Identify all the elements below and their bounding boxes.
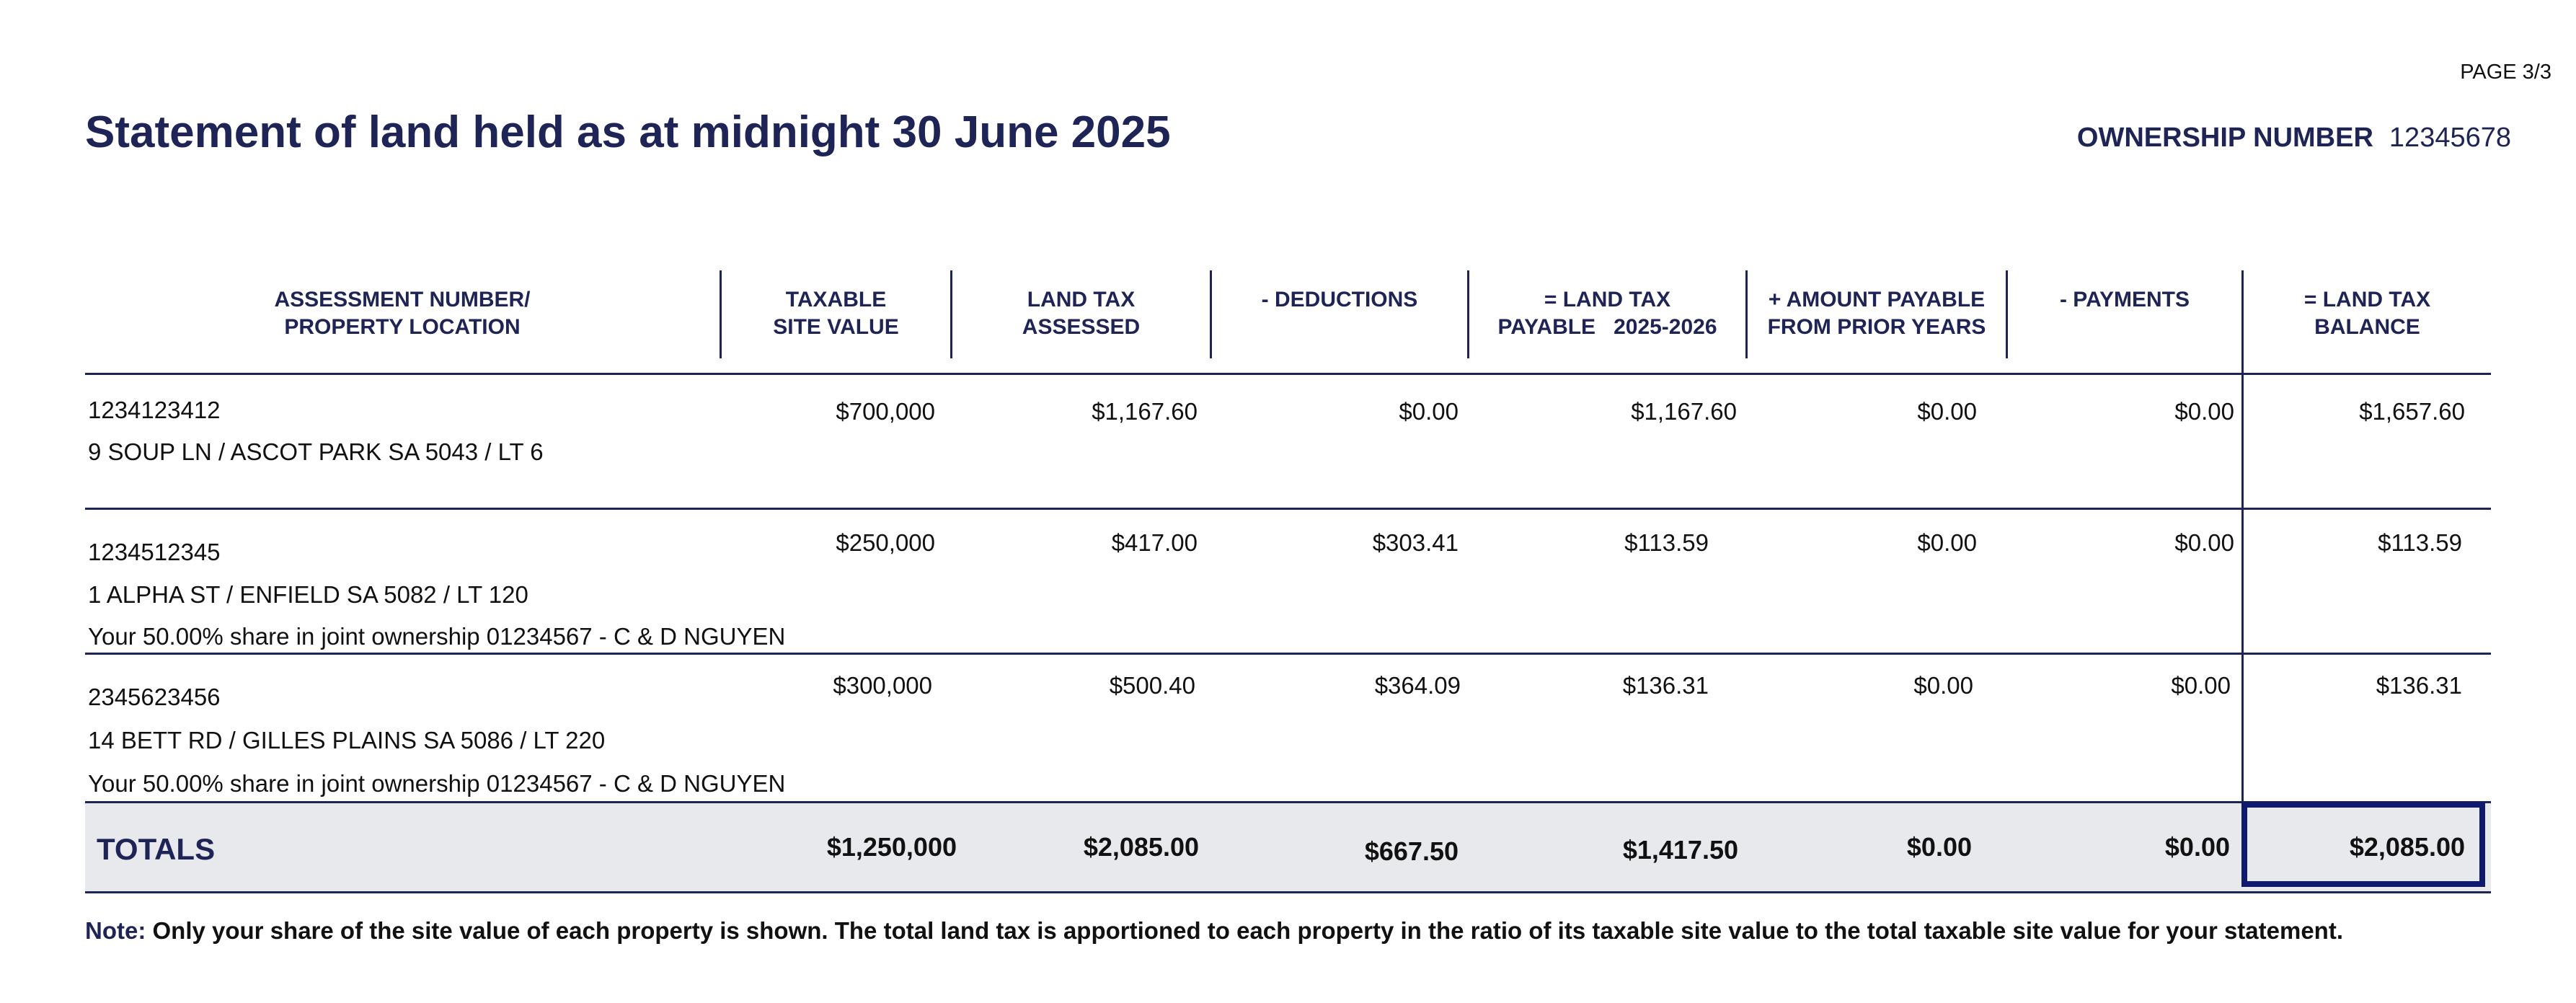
- note-text: Only your share of the site value of each property is shown. The total land tax is apportioned to each property in the ratio of its taxable site value to the total taxable site value for your statement.: [152, 917, 2343, 944]
- ownership-number: [2077, 123, 2511, 154]
- col-header-assessment: ASSESSMENT NUMBER/ PROPERTY LOCATION: [274, 288, 531, 339]
- land-tax-assessed: $500.40: [1109, 672, 1195, 699]
- payments: $0.00: [2174, 529, 2234, 556]
- col-divider: [1210, 270, 1212, 358]
- ownership-share: Your 50.00% share in joint ownership 01234567 - C & D NGUYEN: [88, 770, 786, 797]
- page-number: PAGE 3/3: [2460, 61, 2551, 84]
- total-site-value: $1,250,000: [826, 832, 957, 862]
- ownership-value: 12345678: [2389, 123, 2511, 153]
- land-tax-payable: $136.31: [1622, 672, 1709, 699]
- totals-label: TOTALS: [97, 832, 216, 866]
- col-header-deductions: - DEDUCTIONS: [1261, 288, 1418, 311]
- ownership-share: Your 50.00% share in joint ownership 01234567 - C & D NGUYEN: [88, 623, 786, 650]
- payments: $0.00: [2174, 398, 2234, 425]
- total-prior-years: $0.00: [1906, 832, 1972, 862]
- prior-years: $0.00: [1917, 529, 1977, 556]
- balance: $136.31: [2376, 672, 2462, 699]
- col-header-balance: = LAND TAX BALANCE: [2303, 288, 2431, 339]
- assessment-number: 1234123412: [88, 397, 221, 423]
- col-header-payments: - PAYMENTS: [2059, 288, 2190, 311]
- balance-divider: [2241, 510, 2244, 653]
- table-row: [85, 510, 2491, 655]
- footnote: [85, 917, 2343, 945]
- balance-divider: [2241, 655, 2244, 801]
- prior-years: $0.00: [1913, 672, 1973, 699]
- note-label: Note:: [85, 917, 146, 944]
- ownership-label: OWNERSHIP NUMBER: [2076, 123, 2373, 153]
- total-land-tax-assessed: $2,085.00: [1083, 832, 1199, 862]
- balance: $113.59: [2378, 529, 2462, 556]
- totals-row: [85, 803, 2491, 893]
- col-header-prior-years: + AMOUNT PAYABLE FROM PRIOR YEARS: [1767, 288, 1986, 339]
- table-header: [85, 270, 2491, 375]
- balance: $1,657.60: [2359, 398, 2465, 425]
- prior-years: $0.00: [1917, 398, 1977, 425]
- site-value: $250,000: [836, 529, 935, 556]
- property-location: 1 ALPHA ST / ENFIELD SA 5082 / LT 120: [88, 581, 528, 608]
- payments: $0.00: [2171, 672, 2231, 699]
- land-tax-assessed: $417.00: [1111, 529, 1198, 556]
- land-tax-assessed: $1,167.60: [1092, 398, 1198, 425]
- deductions: $364.09: [1374, 672, 1461, 699]
- assessment-number: 1234512345: [88, 539, 221, 565]
- property-location: 14 BETT RD / GILLES PLAINS SA 5086 / LT 220: [88, 727, 606, 754]
- property-location: 9 SOUP LN / ASCOT PARK SA 5043 / LT 6: [88, 438, 544, 465]
- table-row: [85, 375, 2491, 510]
- land-tax-payable: $1,167.60: [1631, 398, 1737, 425]
- deductions: $0.00: [1399, 398, 1459, 425]
- statement-title: Statement of land held as at midnight 30 June 2025: [85, 107, 1171, 157]
- col-header-land-tax-payable: = LAND TAX PAYABLE 2025-2026: [1497, 288, 1717, 339]
- total-land-tax-payable: $1,417.50: [1622, 835, 1738, 865]
- total-payments: $0.00: [2164, 832, 2230, 862]
- land-tax-payable: $113.59: [1624, 529, 1709, 556]
- balance-divider: [2241, 375, 2244, 508]
- site-value: $300,000: [833, 672, 932, 699]
- assessment-number: 2345623456: [88, 684, 221, 710]
- total-balance: $2,085.00: [2349, 832, 2465, 862]
- col-header-site-value: TAXABLE SITE VALUE: [773, 288, 899, 339]
- site-value: $700,000: [836, 398, 935, 425]
- col-divider: [2006, 270, 2008, 358]
- col-header-land-tax-assessed: LAND TAX ASSESSED: [1022, 288, 1141, 339]
- land-tax-table: [85, 270, 2491, 893]
- table-row: [85, 655, 2491, 803]
- total-deductions: $667.50: [1364, 836, 1459, 866]
- deductions: $303.41: [1372, 529, 1459, 556]
